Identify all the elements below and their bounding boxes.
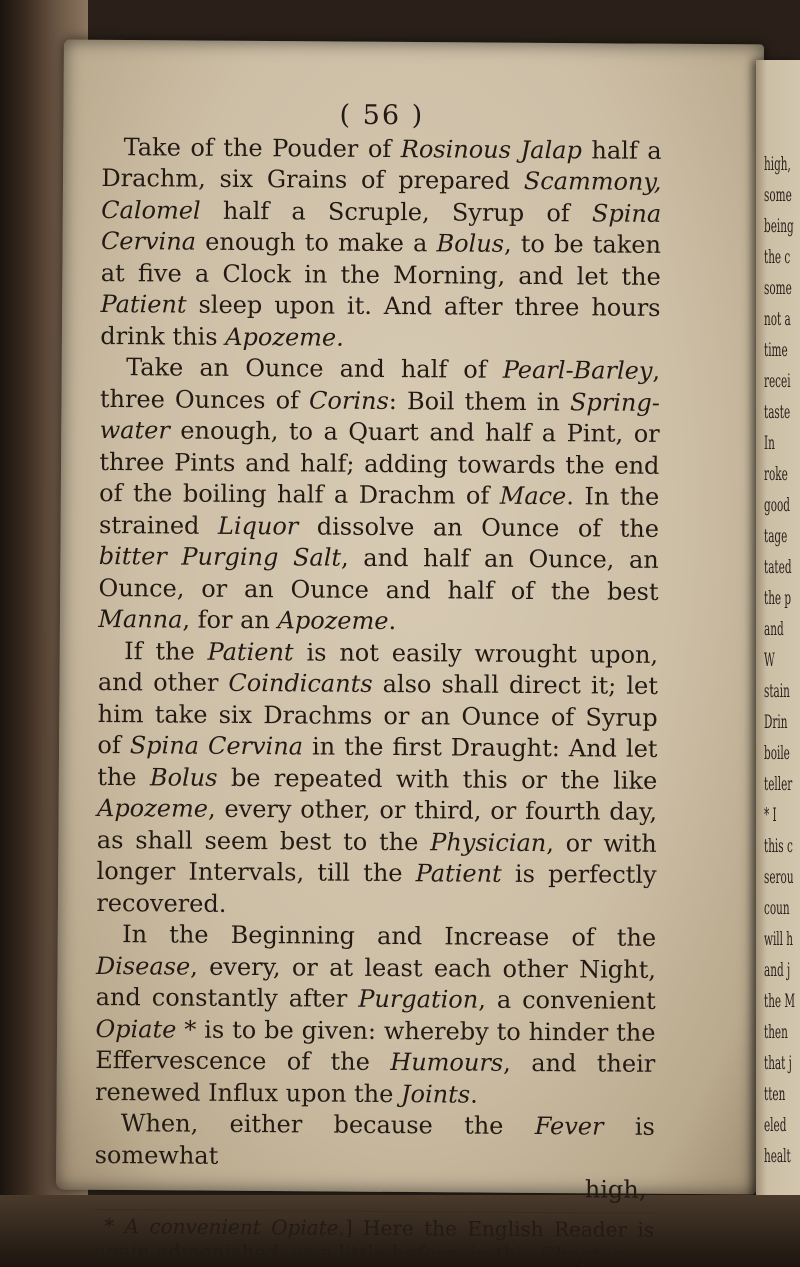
facing-page-fragment: * I bbox=[764, 804, 777, 826]
facing-page-fragment: high, bbox=[764, 153, 791, 175]
facing-page-fragment: some bbox=[764, 277, 792, 299]
text-run: is perfectly recovered. bbox=[96, 859, 657, 918]
page-text bbox=[94, 98, 662, 1267]
facing-page-fragment: In bbox=[764, 432, 775, 454]
facing-page-fragment: and j bbox=[764, 959, 791, 981]
italic-term: A convenient Opiate. bbox=[124, 1213, 345, 1240]
text-run: is somewhat bbox=[94, 1112, 655, 1170]
italic-term: Scammony, Calomel bbox=[101, 166, 662, 225]
facing-page-fragment: and bbox=[764, 618, 784, 640]
italic-term: Purgation bbox=[358, 984, 479, 1014]
text-run: . bbox=[470, 1080, 478, 1109]
text-run: in the first Draught: And let the bbox=[97, 732, 658, 791]
italic-term: Coindicants bbox=[228, 668, 373, 698]
facing-page-fragment: tten bbox=[764, 1083, 786, 1105]
italic-term: Physician bbox=[430, 827, 547, 857]
italic-term: Spina Cervina bbox=[100, 198, 662, 256]
italic-term: Joints bbox=[400, 1079, 471, 1109]
facing-page-fragment: good bbox=[764, 494, 790, 516]
facing-page-fragment: the M bbox=[764, 990, 796, 1012]
paragraph-pearl-barley-apozeme bbox=[98, 352, 660, 639]
text-run: In the Beginning and Increase of the bbox=[122, 920, 657, 952]
italic-term: Liquor bbox=[217, 511, 299, 540]
facing-page-fragment: not a bbox=[764, 308, 791, 330]
text-run: , every other, or third, or fourth day, as shall seem best to the bbox=[96, 794, 658, 856]
facing-page-fragment: time bbox=[764, 339, 788, 361]
italic-term: Spina Cervina bbox=[129, 731, 304, 761]
text-run: , to be taken at five a Clock in the Morning, and let the bbox=[100, 229, 662, 291]
italic-term: Rosinous Jalap bbox=[400, 134, 582, 164]
text-run: sleep upon it. And after three hours drink this bbox=[100, 290, 661, 351]
text-run: , three Ounces of bbox=[99, 356, 661, 414]
facing-page-fragment: the c bbox=[764, 246, 791, 268]
italic-term: Bolus bbox=[436, 229, 505, 258]
catchword: high, bbox=[584, 1175, 647, 1204]
text-run: ] Here the English Reader is again admonished, as a little before, in this Chapter. bbox=[93, 1215, 655, 1267]
paragraph-jalap-bolus bbox=[100, 131, 662, 355]
facing-page-fragment: then bbox=[764, 1021, 788, 1043]
text-run: , a convenient bbox=[478, 985, 656, 1015]
facing-page-fragment: roke bbox=[764, 463, 788, 485]
text-run: enough, to a Quart and half a Pint, or three Pints and half; adding towards the end of the boiling half a Drachm of bbox=[99, 416, 660, 510]
text-run: * bbox=[104, 1213, 125, 1238]
text-run: half a Drachm, six Grains of prepared bbox=[101, 135, 662, 195]
facing-page-fragment: some bbox=[764, 184, 792, 206]
footnote-rule bbox=[94, 1208, 654, 1213]
facing-page-fragment: tated bbox=[764, 556, 792, 578]
italic-term: Fever bbox=[534, 1112, 604, 1141]
text-run: When, either because the bbox=[120, 1109, 535, 1141]
text-run: is not easily wrought upon, and other bbox=[97, 637, 659, 697]
text-run: . bbox=[388, 607, 397, 636]
facing-page-fragment: recei bbox=[764, 370, 791, 392]
italic-term: Corins bbox=[309, 385, 389, 415]
italic-term: Patient bbox=[415, 859, 502, 888]
facing-page-fragment: will h bbox=[764, 928, 794, 950]
text-run: , and their renewed Influx upon the bbox=[94, 1048, 656, 1108]
italic-term: Patient bbox=[207, 637, 294, 666]
italic-term: Opiate bbox=[95, 1014, 177, 1044]
facing-page-fragment: eled bbox=[764, 1114, 787, 1136]
text-run: Take of the Pouder of bbox=[123, 132, 401, 163]
facing-page-fragment: W bbox=[764, 649, 775, 671]
italic-term: Apozeme. bbox=[225, 322, 344, 352]
facing-page-fragment: coun bbox=[764, 897, 790, 919]
paragraph-patient-dosing bbox=[96, 635, 658, 922]
italic-term: Patient bbox=[100, 289, 187, 319]
italic-term: Mace bbox=[499, 481, 567, 511]
paragraph-opiate bbox=[95, 919, 656, 1112]
text-run: Take an Ounce and half of bbox=[126, 353, 503, 384]
italic-term: Disease bbox=[95, 951, 191, 981]
text-run: , every, or at least each other Night, and constantly after bbox=[95, 952, 657, 1013]
italic-term: Humours bbox=[390, 1048, 504, 1077]
italic-term: Apozeme bbox=[277, 606, 389, 636]
italic-term: Apozeme bbox=[96, 793, 209, 823]
italic-term: bitter Purging Salt bbox=[98, 541, 342, 572]
facing-page-fragment: teller bbox=[764, 773, 793, 795]
facing-page-fragment: that j bbox=[764, 1052, 792, 1074]
text-run: : Boil them in bbox=[388, 386, 571, 416]
italic-term: Bolus bbox=[149, 762, 218, 792]
text-run: If the bbox=[124, 636, 208, 666]
facing-page-edge bbox=[756, 60, 800, 1210]
text-run: , or with longer Intervals, till the bbox=[96, 828, 657, 888]
facing-page-fragment: taste bbox=[764, 401, 791, 423]
paragraph-fever bbox=[95, 1108, 655, 1175]
facing-page-fragment: tage bbox=[764, 525, 788, 547]
italic-term: Pearl-Barley bbox=[502, 355, 653, 385]
italic-term: Spring-water bbox=[99, 387, 660, 445]
facing-page-fragment: serou bbox=[764, 866, 794, 888]
text-run: * is to be given: whereby to hinder the Effervescence of the bbox=[95, 1015, 656, 1077]
facing-page-fragment: boile bbox=[764, 742, 790, 764]
text-run: . In the strained bbox=[98, 482, 660, 540]
facing-page-fragment: the p bbox=[764, 587, 792, 609]
facing-page-fragment: Drin bbox=[764, 711, 788, 733]
facing-page-fragment: healt bbox=[764, 1145, 791, 1167]
text-run: also shall direct it; let him take six Drachms or an Ounce of Syrup of bbox=[97, 669, 659, 760]
text-run: half a Scruple, Syrup of bbox=[200, 196, 593, 227]
page-number: ( 56 ) bbox=[339, 99, 425, 132]
text-run: , and half an Ounce, an Ounce, or an Ounce and half of the best bbox=[98, 543, 659, 606]
text-run: , for an bbox=[182, 605, 278, 635]
text-run: dissolve an Ounce of the bbox=[298, 511, 660, 543]
facing-page-fragment: stain bbox=[764, 680, 790, 702]
facing-page-fragment: being bbox=[764, 215, 794, 237]
italic-term: Manna bbox=[98, 604, 183, 634]
footnote bbox=[94, 1213, 654, 1267]
text-run: enough to make a bbox=[195, 227, 437, 258]
text-run: be repeated with this or the like bbox=[217, 763, 658, 795]
facing-page-fragment: this c bbox=[764, 835, 793, 857]
